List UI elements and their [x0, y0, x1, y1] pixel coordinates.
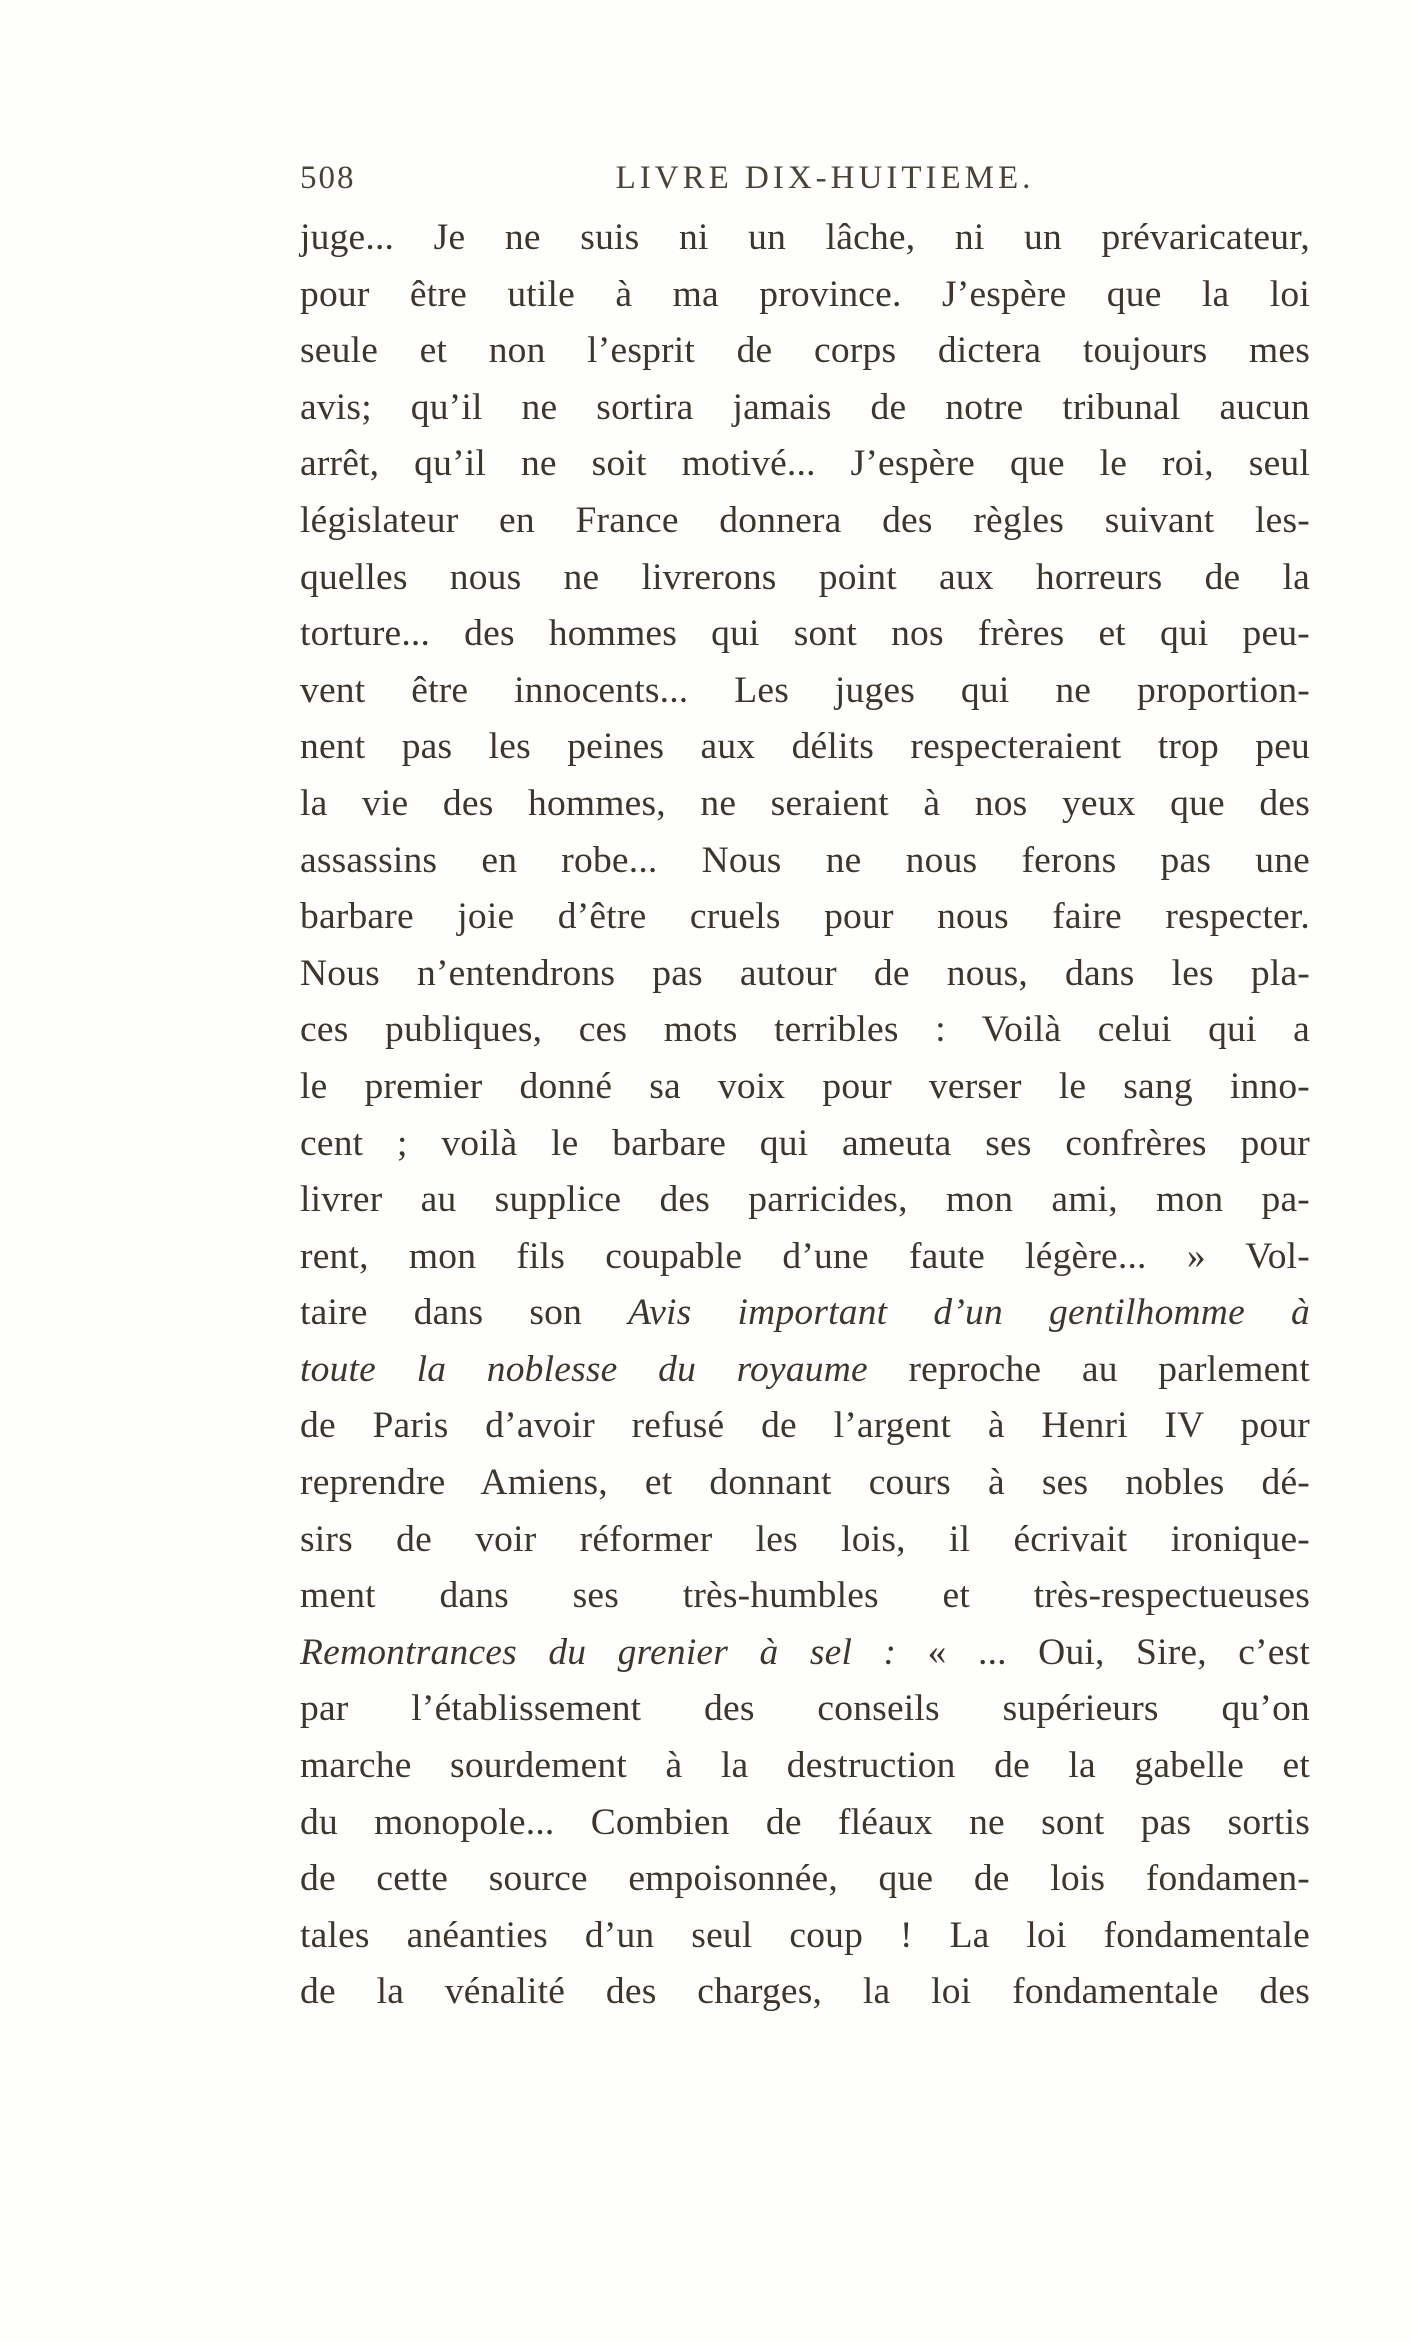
text-line: juge... Je ne suis ni un lâche, ni un prévaricateur,	[300, 217, 1310, 258]
text-line: Nous n’entendrons pas autour de nous, dans les pla-	[300, 952, 1310, 994]
text-line: tales anéanties d’un seul coup ! La loi fondamentale	[300, 1914, 1310, 1956]
text-line: ces publiques, ces mots terribles : Voilà celui qui a	[300, 1009, 1310, 1051]
text-line	[300, 1285, 1310, 1342]
text-line: nent pas les peines aux délits respecteraient trop peu	[300, 726, 1310, 768]
text-line: reprendre Amiens, et donnant cours à ses nobles dé-	[300, 1462, 1310, 1504]
text-line: rent, mon fils coupable d’une faute légère... » Vol-	[300, 1235, 1310, 1277]
text-line: par l’établissement des conseils supérieurs qu’on	[300, 1688, 1310, 1730]
text-line: de Paris d’avoir refusé de l’argent à Henri IV pour	[300, 1405, 1310, 1447]
text-line: de cette source empoisonnée, que de lois fondamen-	[300, 1858, 1310, 1900]
running-head	[300, 160, 1310, 204]
text-line: de la vénalité des charges, la loi fondamentale des	[300, 1971, 1310, 2013]
text-line: la vie des hommes, ne seraient à nos yeux que des	[300, 782, 1310, 824]
text-line: quelles nous ne livrerons point aux horreurs de la	[300, 556, 1310, 598]
text-line: le premier donné sa voix pour verser le sang inno-	[300, 1065, 1310, 1107]
text-line: vent être innocents... Les juges qui ne proportion-	[300, 669, 1310, 711]
text-line: arrêt, qu’il ne soit motivé... J’espère que le roi, seul	[300, 443, 1310, 485]
italic-title: toute la noblesse du royaume	[300, 1348, 868, 1390]
body-text	[300, 210, 1310, 2021]
text-run: « ... Oui, Sire, c’est	[896, 1631, 1311, 1673]
text-line	[300, 1625, 1310, 1682]
text-line: du monopole... Combien de fléaux ne sont pas sortis	[300, 1801, 1310, 1843]
text-line: cent ; voilà le barbare qui ameuta ses confrères pour	[300, 1122, 1310, 1164]
text-line: législateur en France donnera des règles suivant les-	[300, 499, 1310, 541]
text-line: marche sourdement à la destruction de la gabelle et	[300, 1745, 1310, 1787]
text-line: seule et non l’esprit de corps dictera toujours mes	[300, 330, 1310, 372]
text-line: avis; qu’il ne sortira jamais de notre tribunal aucun	[300, 386, 1310, 428]
italic-title: Remontrances du grenier à sel :	[300, 1631, 897, 1673]
page-number: 508	[300, 160, 356, 196]
text-line: ment dans ses très-humbles et très-respectueuses	[300, 1575, 1310, 1617]
text-line	[300, 1342, 1310, 1399]
italic-title: Avis important d’un gentilhomme à	[628, 1292, 1310, 1334]
text-line: sirs de voir réformer les lois, il écrivait ironique-	[300, 1518, 1310, 1560]
text-line: torture... des hommes qui sont nos frères et qui peu-	[300, 613, 1310, 655]
text-line: assassins en robe... Nous ne nous ferons pas une	[300, 839, 1310, 881]
running-title: LIVRE DIX-HUITIEME.	[615, 160, 1035, 196]
text-run: reproche au parlement	[867, 1348, 1310, 1390]
text-run: taire dans son	[300, 1292, 629, 1334]
text-line: barbare joie d’être cruels pour nous faire respecter.	[300, 896, 1310, 938]
text-line: livrer au supplice des parricides, mon ami, mon pa-	[300, 1179, 1310, 1221]
text-line: pour être utile à ma province. J’espère que la loi	[300, 273, 1310, 315]
